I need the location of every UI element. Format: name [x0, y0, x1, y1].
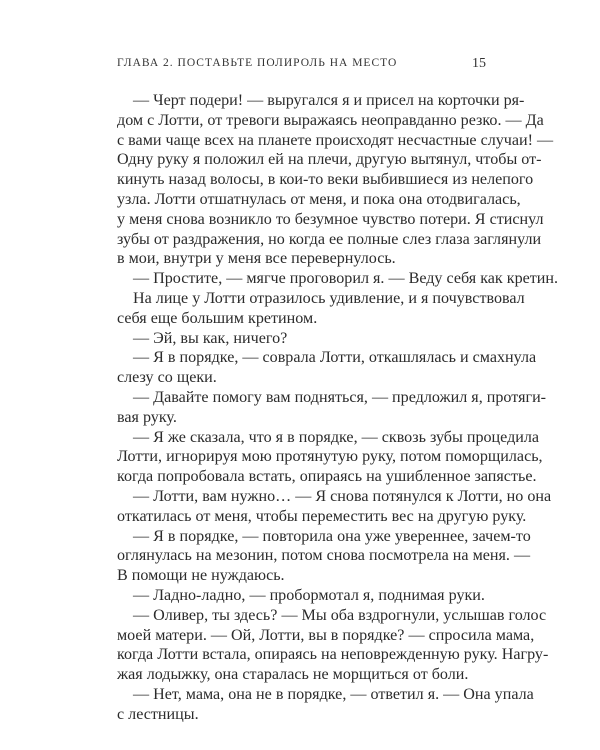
text-line: — Давайте помогу вам подняться, — предложил я, протяги-	[133, 388, 547, 406]
body-text	[117, 91, 559, 725]
text-line: — Я в порядке, — соврала Лотти, откашлялась и смахнула	[133, 349, 537, 367]
text-line: оглянулась на мезонин, потом снова посмотрела на меня. —	[117, 547, 531, 565]
text-line: — Черт подери! — выругался я и присел на корточки ря-	[133, 92, 525, 109]
text-line: себя еще большим кретином.	[117, 309, 318, 327]
text-line: — Простите, — мягче проговорил я. — Веду себя как кретин.	[133, 270, 559, 288]
text-line: — Оливер, ты здесь? — Мы оба вздрогнули, услышав голос	[133, 606, 547, 624]
text-line: В помощи не нуждаюсь.	[117, 567, 285, 585]
text-line: узла. Лотти отшатнулась от меня, и пока она отодвигалась,	[117, 190, 521, 208]
running-title: ГЛАВА 2. ПОСТАВЬТЕ ПОЛИРОЛЬ НА МЕСТО	[117, 57, 398, 69]
text-line: вая руку.	[117, 408, 177, 426]
text-line: дом с Лотти, от тревоги выражаясь неоправданно резко. — Да	[117, 111, 544, 129]
text-line: — Я в порядке, — повторила она уже увереннее, зачем-то	[133, 527, 531, 545]
text-line: — Ладно-ладно, — пробормотал я, поднимая руки.	[133, 586, 485, 604]
text-line: — Нет, мама, она не в порядке, — ответил я. — Она упала	[133, 685, 534, 703]
text-line: зубы от раздражения, но когда ее полные слез глаза заглянули	[117, 230, 542, 248]
text-line: Лотти, игнорируя мою протянутую руку, потом поморщилась,	[117, 448, 543, 466]
text-line: кинуть назад волосы, в кои-то веки выбившиеся из нелепого	[117, 171, 534, 189]
text-line: — Эй, вы как, ничего?	[133, 329, 288, 347]
text-line: откатилась от меня, чтобы переместить вес на другую руку.	[117, 507, 527, 525]
text-line: у меня снова возникло то безумное чувство потери. Я стиснул	[117, 210, 544, 228]
text-line: жая лодыжку, она старалась не морщиться от боли.	[117, 666, 469, 684]
text-line: когда Лотти встала, опираясь на неповрежденную руку. Нагру-	[117, 646, 549, 664]
text-line: с лестницы.	[117, 705, 199, 723]
text-line: с вами чаще всех на планете происходят несчастные случаи! —	[117, 131, 554, 149]
text-line: в мои, внутри у меня все перевернулось.	[117, 250, 396, 268]
text-line: — Лотти, вам нужно… — Я снова потянулся к Лотти, но она	[133, 487, 552, 505]
text-line: моей матери. — Ой, Лотти, вы в порядке? — спросила мама,	[117, 626, 535, 644]
text-line: Одну руку я положил ей на плечи, другую вытянул, чтобы от-	[117, 151, 542, 169]
text-line: когда попробовала встать, опираясь на ушибленное запястье.	[117, 468, 537, 486]
text-line: слезу со щеки.	[117, 369, 217, 387]
text-line: — Я же сказала, что я в порядке, — сквозь зубы процедила	[133, 428, 540, 446]
page-number: 15	[472, 56, 486, 71]
text-line: На лице у Лотти отразилось удивление, и я почувствовал	[133, 289, 525, 307]
